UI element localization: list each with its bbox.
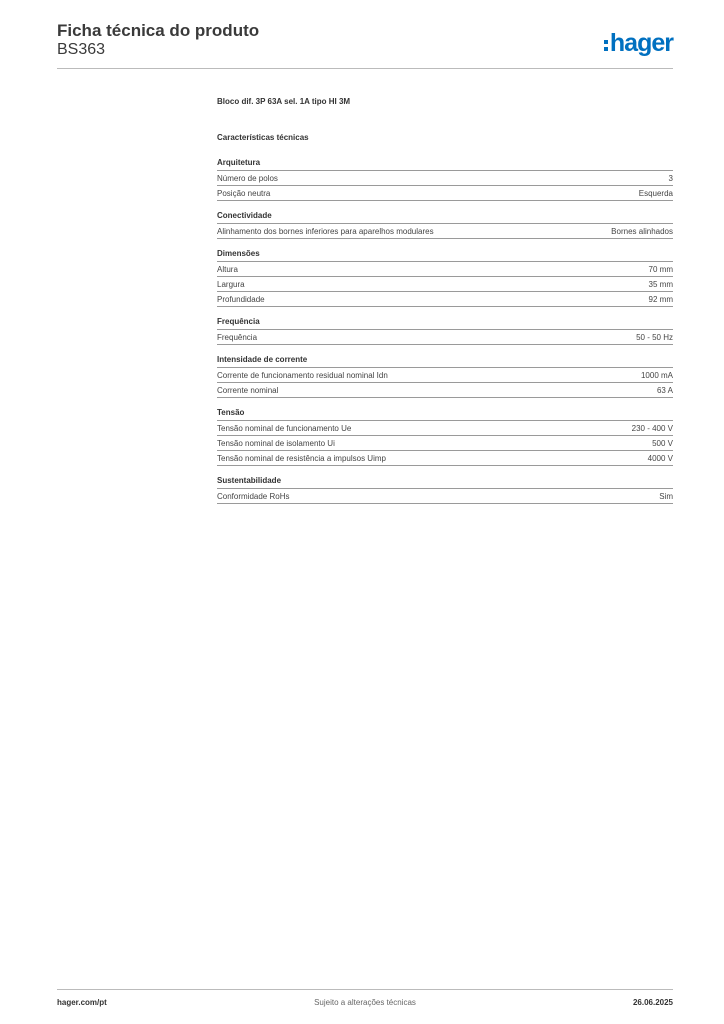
spec-row (217, 436, 673, 451)
spec-label: Largura (217, 280, 245, 289)
spec-label: Profundidade (217, 295, 265, 304)
section-dimensoes (217, 248, 673, 307)
section-frequencia (217, 316, 673, 345)
spec-value: Sim (659, 492, 673, 501)
spec-value: 63 A (656, 386, 673, 395)
spec-value: 1000 mA (640, 371, 673, 380)
product-description: Bloco dif. 3P 63A sel. 1A tipo HI 3M (217, 97, 351, 106)
spec-value: 500 V (652, 439, 673, 448)
spec-row (217, 330, 673, 345)
footer-date: 26.06.2025 (632, 998, 673, 1007)
logo-text: hager (609, 29, 673, 57)
spec-value: 3 (668, 174, 673, 183)
section-tensao (217, 407, 673, 466)
section-arquitetura (217, 157, 673, 201)
hager-logo (604, 28, 673, 58)
spec-row (217, 489, 673, 504)
logo-dots-icon (604, 38, 608, 52)
spec-row (217, 451, 673, 466)
spec-value: 92 mm (648, 295, 673, 304)
spec-value: Esquerda (638, 189, 673, 198)
spec-label: Alinhamento dos bornes inferiores para aparelhos modulares (217, 227, 434, 236)
section-title: Tensão (217, 407, 673, 421)
spec-value: 35 mm (648, 280, 673, 289)
spec-value: 4000 V (647, 454, 673, 463)
footer-website-link[interactable]: hager.com/pt (57, 998, 107, 1007)
document-title: Ficha técnica do produto (57, 21, 260, 40)
section-sustentabilidade (217, 475, 673, 504)
spec-row (217, 383, 673, 398)
spec-row (217, 224, 673, 239)
header-divider (57, 68, 673, 69)
spec-row (217, 171, 673, 186)
spec-row (217, 262, 673, 277)
spec-label: Número de polos (217, 174, 278, 183)
characteristics-sections (217, 157, 673, 504)
spec-label: Tensão nominal de resistência a impulsos Uimp (217, 454, 386, 463)
page-footer (57, 997, 673, 1011)
spec-label: Posição neutra (217, 189, 271, 198)
spec-label: Altura (217, 265, 238, 274)
datasheet-content (217, 96, 673, 513)
spec-value: 230 - 400 V (631, 424, 673, 433)
section-conectividade (217, 210, 673, 239)
characteristics-heading: Características técnicas (217, 133, 309, 142)
spec-label: Corrente nominal (217, 386, 279, 395)
section-title: Sustentabilidade (217, 475, 673, 489)
spec-label: Conformidade RoHs (217, 492, 290, 501)
spec-row (217, 421, 673, 436)
section-title: Conectividade (217, 210, 673, 224)
spec-label: Tensão nominal de funcionamento Ue (217, 424, 352, 433)
spec-value: 50 - 50 Hz (636, 333, 673, 342)
spec-label: Corrente de funcionamento residual nominal Idn (217, 371, 388, 380)
spec-label: Tensão nominal de isolamento Ui (217, 439, 335, 448)
spec-row (217, 186, 673, 201)
spec-label: Frequência (217, 333, 258, 342)
footer-divider (57, 989, 673, 990)
section-intensidade-corrente (217, 354, 673, 398)
spec-row (217, 292, 673, 307)
page-header (57, 20, 673, 68)
section-title: Arquitetura (217, 157, 673, 171)
spec-row (217, 277, 673, 292)
product-code: BS363 (57, 41, 106, 58)
section-title: Dimensões (217, 248, 673, 262)
section-title: Intensidade de corrente (217, 354, 673, 368)
section-title: Frequência (217, 316, 673, 330)
footer-notice: Sujeito a alterações técnicas (314, 998, 416, 1007)
spec-value: 70 mm (648, 265, 673, 274)
spec-value: Bornes alinhados (611, 227, 673, 236)
spec-row (217, 368, 673, 383)
